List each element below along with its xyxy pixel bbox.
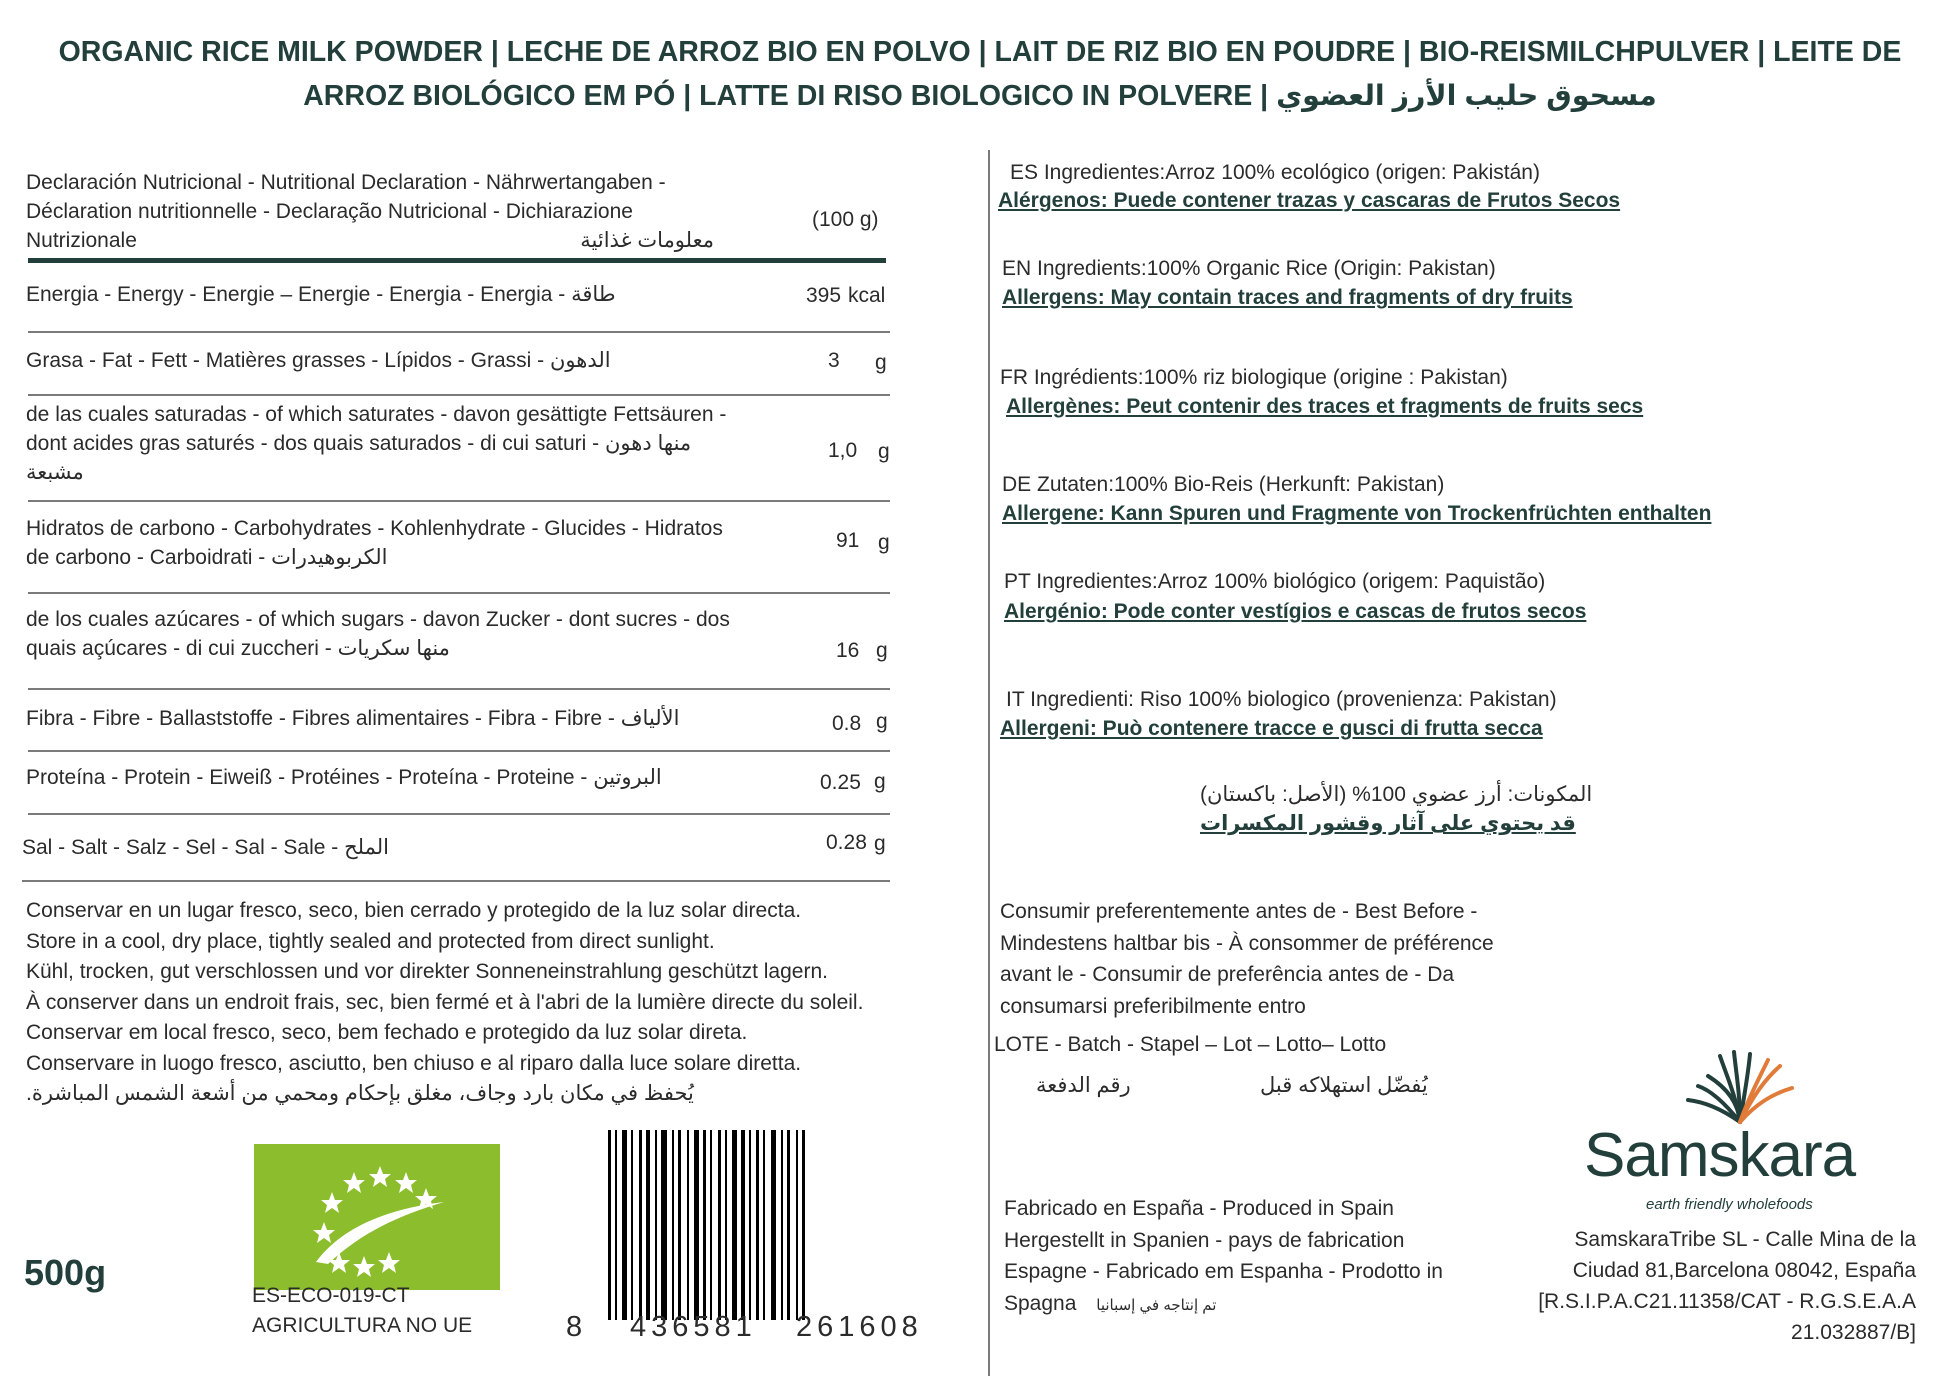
- ingredient-pt: PT Ingredientes:Arroz 100% biológico (origem: Paquistão): [1004, 570, 1546, 593]
- nutrition-header-ar: معلومات غذائية: [580, 229, 714, 252]
- ingredient-en: EN Ingredients:100% Organic Rice (Origin: Pakistan): [1002, 257, 1496, 280]
- barcode-bar: [756, 1130, 759, 1320]
- storage-instructions: [26, 896, 926, 1110]
- barcode-bar: [763, 1130, 765, 1320]
- nutrient-unit: g: [878, 531, 890, 554]
- barcode-bar: [781, 1130, 783, 1320]
- nutrient-value: 3: [828, 349, 840, 372]
- barcode-bar: [787, 1130, 790, 1320]
- nutrient-unit: g: [875, 351, 887, 374]
- storage-line: يُحفظ في مكان بارد وجاف، مغلق بإحكام ومحمي من أشعة الشمس المباشرة.: [26, 1082, 694, 1105]
- lot-label-ar: رقم الدفعة: [1036, 1074, 1131, 1097]
- ingredient-ar: المكونات: أرز عضوي 100% (الأصل: باكستان): [1200, 783, 1593, 806]
- storage-line: Kühl, trocken, gut verschlossen und vor direkter Sonneneinstrahlung geschützt lagern.: [26, 960, 828, 983]
- storage-line: Store in a cool, dry place, tightly sealed and protected from direct sunlight.: [26, 929, 715, 953]
- nutrient-unit: g: [876, 639, 888, 662]
- barcode-bar: [718, 1130, 721, 1320]
- barcode-bar: [749, 1130, 751, 1320]
- nutrient-value: 1,0: [828, 439, 858, 462]
- row-divider: [28, 688, 890, 690]
- produced-text: Fabricado en España - Produced in Spain Hergestellt in Spanien - pays de fabrication Espagne - Fabricado em Espanha - Prodotto in Spagna: [1004, 1197, 1443, 1315]
- storage-line: Conservare in luogo fresco, asciutto, ben chiuso e al riparo dalla luce solare diretta.: [26, 1051, 802, 1075]
- nutrient-label: de los cuales azúcares - of which sugars - davon Zucker - dont sucres - dos quais açúcares - di cui zuccheri - منها سكريات: [26, 608, 730, 660]
- nutrition-per: (100 g): [812, 208, 879, 231]
- barcode-bar: [802, 1130, 805, 1320]
- allergen-en: Allergens: May contain traces and fragments of dry fruits: [1002, 286, 1573, 309]
- nutrient-label: Energia - Energy - Energie – Energie - Energia - Energia - طاقة: [26, 283, 616, 306]
- nutrient-label: de las cuales saturadas - of which saturates - davon gesättigte Fettsäuren - dont acides gras saturés - dos quais saturados - di cui saturi - منها دهون مشبعة: [26, 403, 727, 484]
- eco-code: ES-ECO-019-CT: [252, 1284, 410, 1307]
- nutrient-value: 0.28: [826, 831, 867, 854]
- best-before: Consumir preferentemente antes de - Best Before - Mindestens haltbar bis - À consommer de préférence avant le - Consumir de preferência antes de - Da consumarsi preferibilmente entro: [1000, 900, 1494, 1018]
- barcode-digits-right: 261608: [796, 1311, 923, 1343]
- barcode-bar: [655, 1130, 657, 1320]
- storage-line: À conserver dans un endroit frais, sec, bien fermé et à l'abri de la lumière directe du soleil.: [26, 990, 864, 1014]
- barcode-bar: [631, 1130, 633, 1320]
- allergen-pt: Alergénio: Pode conter vestígios e cascas de frutos secos: [1004, 600, 1587, 623]
- storage-line: Conservar em local fresco, seco, bem fechado e protegido da luz solar direta.: [26, 1021, 748, 1044]
- barcode-bar: [710, 1130, 712, 1320]
- barcode-bar: [608, 1130, 611, 1320]
- nutrient-label: Sal - Salt - Salz - Sel - Sal - Sale - الملح: [22, 836, 389, 859]
- allergen-ar: قد يحتوي على آثار وقشور المكسرات: [1200, 812, 1576, 835]
- nutrient-label: Fibra - Fibre - Ballaststoffe - Fibres alimentaires - Fibra - Fibre - الألياف: [26, 707, 680, 730]
- allergen-es: Alérgenos: Puede contener trazas y cascaras de Frutos Secos: [998, 189, 1621, 212]
- allergen-it: Allergeni: Può contenere tracce e gusci di frutta secca: [1000, 717, 1543, 740]
- leaf-stars-icon: [254, 1144, 500, 1290]
- nutrient-unit: g: [874, 832, 886, 855]
- barcode-bar: [639, 1130, 642, 1320]
- produced-in: [1004, 1193, 1484, 1321]
- row-divider: [28, 500, 890, 502]
- lot-label: LOTE - Batch - Stapel – Lot – Lotto– Lotto: [994, 1033, 1387, 1056]
- barcode-bar: [687, 1130, 689, 1320]
- barcode-bar: [615, 1130, 617, 1320]
- barcode-bar: [725, 1130, 727, 1320]
- barcode-digits-left: 436581: [630, 1311, 757, 1343]
- column-divider: [988, 150, 990, 1376]
- barcode-bar: [703, 1130, 706, 1320]
- brand-name: Samskara: [1584, 1121, 1856, 1190]
- row-divider: [28, 750, 890, 752]
- ingredient-de: DE Zutaten:100% Bio-Reis (Herkunft: Pakistan): [1002, 473, 1445, 496]
- page-title: ORGANIC RICE MILK POWDER | LECHE DE ARROZ BIO EN POLVO | LAIT DE RIZ BIO EN POUDRE | BIO-REISMILCHPULVER | LEITE DE ARROZ BIOLÓGICO EM PÓ | LATTE DI RISO BIOLOGICO IN POLVERE | مسحوق حليب الأرز العضوي: [58, 36, 1902, 112]
- nutrition-header-text: Declaración Nutricional - Nutritional Declaration - Nährwertangaben - Déclaration nutritionnelle - Declaração Nutricional - Dichiarazione Nutrizionale: [26, 171, 666, 252]
- nutrient-value: 0.8: [832, 712, 862, 735]
- barcode-bar: [771, 1130, 776, 1320]
- nutrient-value: 91: [836, 529, 860, 552]
- row-divider: [28, 331, 890, 333]
- nutrient-unit: kcal: [848, 284, 886, 307]
- net-weight: 500g: [24, 1252, 107, 1293]
- nutrient-value: 395: [806, 284, 842, 307]
- brand-tagline: earth friendly wholefoods: [1646, 1196, 1813, 1213]
- storage-line: Conservar en un lugar fresco, seco, bien cerrado y protegido de la luz solar directa.: [26, 899, 802, 922]
- company-address: SamskaraTribe SL - Calle Mina de la Ciudad 81,Barcelona 08042, España [R.S.I.P.A.C21.11358/CAT - R.G.S.E.A.A 21.032887/B]: [1538, 1228, 1916, 1344]
- eu-organic-logo: [254, 1144, 500, 1290]
- samskara-logo: [1680, 1050, 1800, 1126]
- eco-origin: AGRICULTURA NO UE: [252, 1314, 473, 1337]
- nutrient-label: Hidratos de carbono - Carbohydrates - Kohlenhydrate - Glucides - Hidratos de carbono - Carboidrati - الكربوهيدرات: [26, 517, 723, 569]
- ingredient-it: IT Ingredienti: Riso 100% biologico (provenienza: Pakistan): [1006, 688, 1557, 711]
- nutrient-label: Grasa - Fat - Fett - Matières grasses - Lípidos - Grassi - الدهون: [26, 349, 611, 372]
- ingredient-es: ES Ingredientes:Arroz 100% ecológico (origen: Pakistán): [1010, 161, 1540, 184]
- barcode-bar: [678, 1130, 681, 1320]
- nutrient-unit: g: [878, 440, 890, 463]
- barcode-bar: [732, 1130, 737, 1320]
- row-divider: [22, 880, 890, 882]
- barcode-bar: [661, 1130, 667, 1320]
- allergen-de: Allergene: Kann Spuren und Fragmente von Trockenfrüchten enthalten: [1002, 502, 1712, 525]
- barcode: [604, 1130, 926, 1320]
- nutrient-label: Proteína - Protein - Eiweiß - Protéines - Proteína - Proteine - البروتين: [26, 766, 662, 789]
- barcode-bar: [622, 1130, 627, 1320]
- barcode-bar: [694, 1130, 699, 1320]
- row-divider: [28, 394, 890, 396]
- best-before-ar: يُفضّل استهلاكه قبل: [1260, 1074, 1428, 1097]
- allergen-fr: Allergènes: Peut contenir des traces et fragments de fruits secs: [1006, 395, 1644, 418]
- nutrient-value: 16: [836, 639, 860, 662]
- ingredient-fr: FR Ingrédients:100% riz biologique (origine : Pakistan): [1000, 366, 1508, 389]
- barcode-bar: [646, 1130, 650, 1320]
- nutrient-value: 0.25: [820, 771, 861, 794]
- row-divider: [28, 592, 890, 594]
- barcode-bar: [672, 1130, 674, 1320]
- tree-roots-icon: [1680, 1050, 1800, 1126]
- row-divider: [28, 813, 890, 815]
- barcode-bar: [741, 1130, 745, 1320]
- nutrient-unit: g: [874, 770, 886, 793]
- barcode-bar: [796, 1130, 798, 1320]
- nutrient-unit: g: [876, 710, 888, 733]
- nutrition-header-rule: [28, 258, 886, 263]
- barcode-bars: [604, 1130, 926, 1320]
- barcode-digit-first: 8: [566, 1311, 583, 1343]
- produced-text-ar: تم إنتاجه في إسبانيا: [1096, 1296, 1217, 1314]
